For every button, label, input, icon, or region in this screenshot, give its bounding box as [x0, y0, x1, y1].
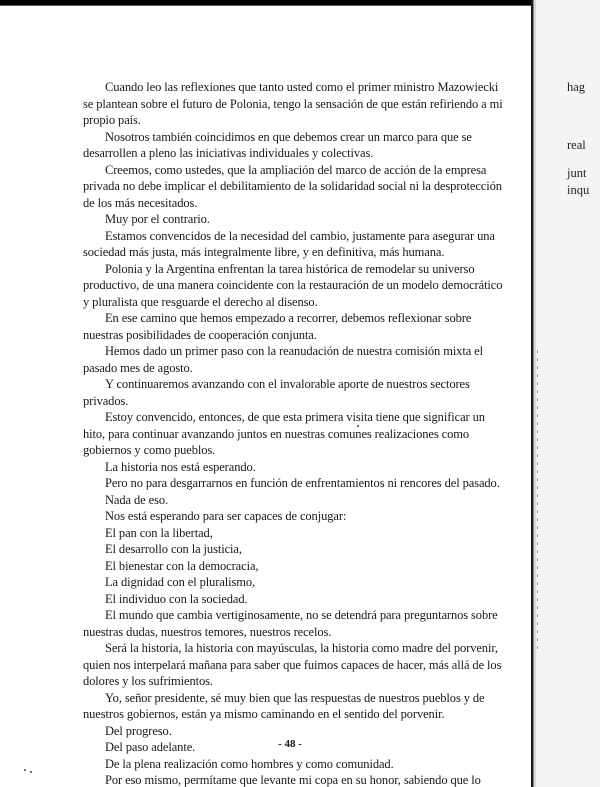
text-line: La historia nos está esperando.	[105, 459, 256, 474]
text-line: El individuo con la sociedad.	[105, 591, 248, 606]
text-line: quien nos interpelará mañana para saber que fuimos capaces de hacer, más allá de los	[83, 657, 502, 672]
text-line: Polonia y la Argentina enfrentan la tarea histórica de remodelar su universo	[105, 261, 475, 276]
text-line: de los más necesitados.	[83, 195, 198, 210]
text-line: Y continuaremos avanzando con el invalorable aporte de nuestros sectores	[105, 377, 470, 391]
text-line: desarrollen a pleno las iniciativas individuales y colectivas.	[83, 146, 374, 160]
text-line: Cuando leo las reflexiones que tanto usted como el primer ministro Mazowiecki	[105, 80, 499, 94]
scan-top-edge	[0, 0, 600, 8]
text-line: sociedad más justa, más integralmente libre, y en definitiva, más humana.	[83, 245, 445, 259]
speech-text	[83, 79, 513, 787]
text-line: Nosotros también coincidimos en que debemos crear un marco para que se	[105, 129, 472, 144]
text-line: El pan con la libertad,	[105, 525, 213, 540]
text-line: nuestros gobiernos, están ya mismo caminando en el sentido del porvenir.	[83, 707, 445, 721]
text-line: Por eso mismo, permítame que levante mi copa en su honor, sabiendo que lo	[105, 773, 481, 787]
text-line: La dignidad con el pluralismo,	[105, 575, 256, 589]
text-line: propio país.	[83, 113, 141, 127]
text-line: nuestras posibilidades de cooperación conjunta.	[83, 327, 317, 342]
text-line: De la plena realización como hombres y como comunidad.	[105, 756, 394, 771]
text-line: Muy por el contrario.	[105, 212, 210, 226]
adjacent-page	[531, 0, 600, 787]
text-line: nuestras dudas, nuestros temores, nuestros recelos.	[83, 624, 332, 639]
text-line: El bienestar con la democracia,	[105, 558, 259, 573]
text-line: Nos está esperando para ser capaces de conjugar:	[105, 509, 347, 523]
text-line: Pero no para desgarrarnos en función de enfrentamientos ni rencores del pasado.	[105, 476, 500, 490]
text-line: Estoy convencido, entonces, de que esta primera visita tiene que significar un	[105, 410, 485, 424]
adjacent-page-word: junt	[567, 166, 587, 180]
text-line: El mundo que cambia vertiginosamente, no se detendrá para preguntarnos sobre	[105, 608, 498, 622]
text-line: gobiernos y como pueblos.	[83, 443, 216, 457]
text-line: En ese camino que hemos empezado a recorrer, debemos reflexionar sobre	[105, 311, 472, 325]
text-line: El desarrollo con la justicia,	[105, 542, 242, 556]
scan-speck	[30, 771, 32, 773]
text-line: productivo, de una manera coincidente con la restauración de un modelo democrático	[83, 278, 503, 292]
fold-shadow	[537, 350, 538, 650]
text-line: Del progreso.	[105, 723, 172, 738]
text-line: Del paso adelante.	[105, 740, 196, 754]
text-line: pasado mes de agosto.	[83, 360, 193, 375]
adjacent-page-word: real	[567, 138, 586, 152]
text-line: privados.	[83, 393, 129, 408]
scan-speck	[357, 425, 359, 427]
adjacent-page-word: inqu	[567, 183, 590, 197]
text-line: Creemos, como ustedes, que la ampliación del marco de acción de la empresa	[105, 162, 487, 177]
page-number: - 48 -	[278, 738, 302, 750]
text-line: Yo, señor presidente, sé muy bien que las respuestas de nuestros pueblos y de	[105, 690, 485, 705]
text-line: Estamos convencidos de la necesidad del cambio, justamente para asegurar una	[105, 228, 495, 243]
text-line: Hemos dado un primer paso con la reanudación de nuestra comisión mixta el	[105, 344, 484, 358]
text-line: privada no debe implicar el debilitamiento de la solidaridad social ni la desprotección	[83, 179, 502, 193]
adjacent-page-word: hag	[567, 80, 586, 94]
page-fold	[531, 0, 541, 787]
scan-speck	[24, 769, 26, 771]
text-line: Será la historia, la historia con mayúsculas, la historia como madre del porvenir,	[105, 641, 498, 655]
text-line: y pluralista que resguarde el derecho al disenso.	[83, 294, 318, 309]
text-line: hito, para continuar avanzando juntos en nuestras comunes realizaciones como	[83, 426, 470, 441]
text-line: Nada de eso.	[105, 492, 169, 507]
text-line: dolores y los sufrimientos.	[83, 674, 213, 688]
text-line: se plantean sobre el futuro de Polonia, tengo la sensación de que están refiriendo a mi	[83, 96, 503, 111]
